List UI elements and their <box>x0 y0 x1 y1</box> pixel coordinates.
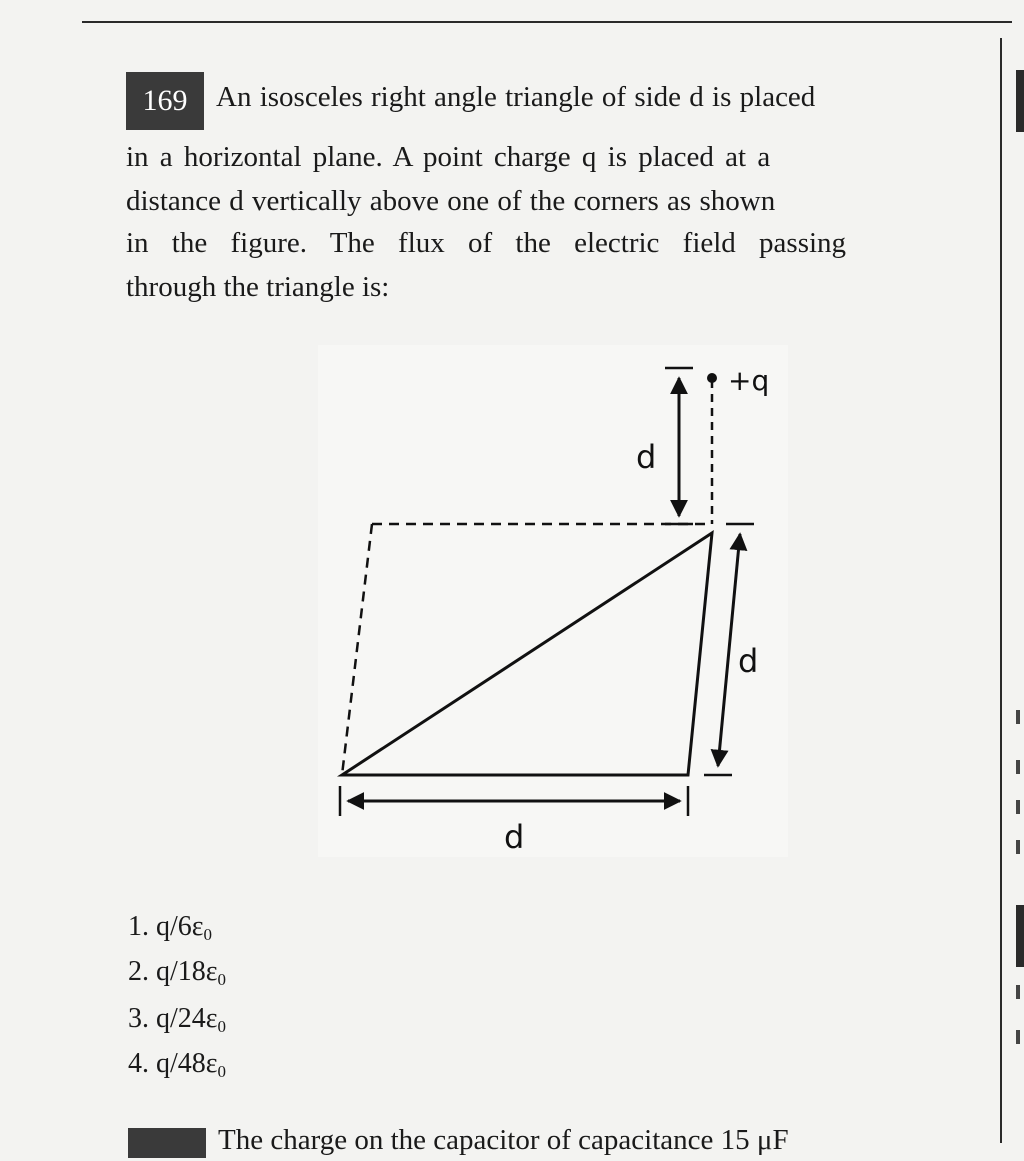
question-text-line: in a horizontal plane. A point charge q is placed at a <box>126 141 771 173</box>
option-item <box>128 955 226 997</box>
option-value: q/6ε <box>156 911 204 942</box>
side-d-label: d <box>738 642 759 680</box>
option-number: 3. <box>128 1003 149 1034</box>
option-number: 2. <box>128 956 149 987</box>
option-value: q/18ε <box>156 956 218 987</box>
option-subscript: 0 <box>217 970 227 989</box>
next-question-cutoff <box>128 1124 789 1156</box>
point-charge <box>707 373 717 383</box>
option-number: 4. <box>128 1048 149 1079</box>
option-item <box>128 910 212 952</box>
triangle <box>342 533 712 775</box>
question-text-line: in the figure. The flux of the electric field passing <box>126 227 847 259</box>
option-value: q/24ε <box>156 1003 218 1034</box>
vertical-d-label: d <box>636 438 657 476</box>
option-subscript: 0 <box>217 1017 227 1036</box>
side-dimension-arrow <box>718 534 740 766</box>
next-question-number-badge <box>128 1128 206 1158</box>
question-number-badge: 169 <box>126 72 204 130</box>
option-number: 1. <box>128 911 149 942</box>
question-text-line: distance d vertically above one of the corners as shown <box>126 185 776 217</box>
bottom-d-label: d <box>504 818 525 856</box>
option-subscript: 0 <box>203 925 213 944</box>
option-item <box>128 1047 226 1089</box>
option-value: q/48ε <box>156 1048 218 1079</box>
option-subscript: 0 <box>217 1062 227 1081</box>
question-text-line: An isosceles right angle triangle of side d is placed <box>216 81 816 113</box>
next-question-text: The charge on the capacitor of capacitance 15 μF <box>218 1124 789 1156</box>
question-text-line: through the triangle is: <box>126 271 390 303</box>
option-item <box>128 1002 226 1044</box>
charge-label: +q <box>728 364 770 397</box>
dashed-left-edge <box>342 524 372 775</box>
